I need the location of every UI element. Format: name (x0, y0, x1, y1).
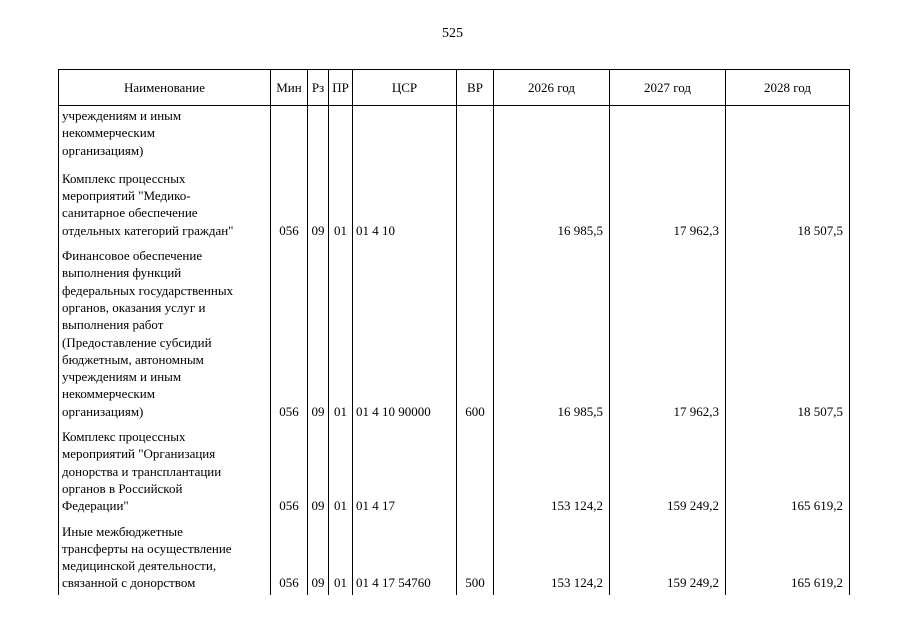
cell-rz: 09 (308, 242, 329, 423)
cell-pr (329, 106, 353, 165)
row-name-line: федеральных государственных (62, 282, 234, 298)
cell-y2027: 159 249,2 (610, 518, 726, 595)
row-name-line: некоммерческим (62, 125, 155, 141)
budget-table (58, 69, 850, 595)
header-2027: 2027 год (610, 70, 726, 106)
table-row (59, 106, 850, 165)
header-name: Наименование (59, 70, 271, 106)
cell-y2028: 18 507,5 (726, 165, 850, 242)
cell-csr: 01 4 17 54760 (353, 518, 457, 595)
cell-y2027: 159 249,2 (610, 423, 726, 517)
row-name (59, 518, 271, 595)
cell-csr: 01 4 10 90000 (353, 242, 457, 423)
row-name-line: некоммерческим (62, 386, 155, 402)
table-row (59, 518, 850, 595)
row-name-line: органов, оказания услуг и (62, 299, 206, 315)
row-name-line: (Предоставление субсидий (62, 334, 212, 350)
cell-rz: 09 (308, 518, 329, 595)
row-name-line: выполнения работ (62, 317, 164, 333)
row-name-line: Иные межбюджетные (62, 523, 183, 539)
cell-min: 056 (271, 423, 308, 517)
row-name-line: связанной с донорством (62, 575, 196, 591)
cell-min: 056 (271, 518, 308, 595)
row-name-line: Федерации" (62, 498, 129, 514)
table-row (59, 165, 850, 242)
row-name (59, 106, 271, 165)
row-name-line: учреждениям и иным (62, 108, 182, 123)
cell-vr: 500 (457, 518, 494, 595)
cell-csr: 01 4 17 (353, 423, 457, 517)
row-name-line: Финансовое обеспечение (62, 248, 203, 264)
row-name-line: отдельных категорий граждан" (62, 222, 234, 238)
row-name-line: учреждениям и иным (62, 369, 182, 385)
cell-y2027: 17 962,3 (610, 165, 726, 242)
cell-csr: 01 4 10 (353, 165, 457, 242)
row-name-line: Комплекс процессных (62, 170, 186, 186)
cell-min: 056 (271, 242, 308, 423)
cell-rz (308, 106, 329, 165)
cell-y2026: 16 985,5 (494, 165, 610, 242)
row-name-line: выполнения функций (62, 265, 182, 281)
row-name-line: организациям) (62, 403, 144, 419)
header-csr: ЦСР (353, 70, 457, 106)
cell-y2026 (494, 106, 610, 165)
cell-vr (457, 165, 494, 242)
cell-vr: 600 (457, 242, 494, 423)
table-row (59, 242, 850, 423)
row-name-line: Комплекс процессных (62, 429, 186, 445)
cell-pr: 01 (329, 242, 353, 423)
row-name-line: медицинской деятельности, (62, 558, 217, 574)
row-name-line: мероприятий "Медико- (62, 188, 191, 204)
row-name-line: органов в Российской (62, 480, 183, 496)
cell-pr: 01 (329, 518, 353, 595)
cell-y2026: 153 124,2 (494, 423, 610, 517)
cell-rz: 09 (308, 423, 329, 517)
table-row (59, 423, 850, 517)
cell-csr (353, 106, 457, 165)
row-name-line: бюджетным, автономным (62, 351, 204, 367)
header-rz: Рз (308, 70, 329, 106)
row-name-line: мероприятий "Организация (62, 446, 216, 462)
cell-y2026: 153 124,2 (494, 518, 610, 595)
header-2028: 2028 год (726, 70, 850, 106)
cell-pr: 01 (329, 165, 353, 242)
cell-y2028 (726, 106, 850, 165)
cell-pr: 01 (329, 423, 353, 517)
header-pr: ПР (329, 70, 353, 106)
header-2026: 2026 год (494, 70, 610, 106)
cell-y2027: 17 962,3 (610, 242, 726, 423)
cell-y2028: 18 507,5 (726, 242, 850, 423)
cell-y2027 (610, 106, 726, 165)
row-name-line: организациям) (62, 142, 144, 158)
cell-vr (457, 423, 494, 517)
cell-min (271, 106, 308, 165)
row-name (59, 165, 271, 242)
row-name-line: санитарное обеспечение (62, 205, 198, 221)
cell-y2026: 16 985,5 (494, 242, 610, 423)
row-name (59, 423, 271, 517)
cell-y2028: 165 619,2 (726, 423, 850, 517)
cell-y2028: 165 619,2 (726, 518, 850, 595)
header-vr: ВР (457, 70, 494, 106)
page-number: 525 (442, 26, 463, 41)
header-min: Мин (271, 70, 308, 106)
row-name-line: донорства и трансплантации (62, 463, 222, 479)
cell-min: 056 (271, 165, 308, 242)
row-name-line: трансферты на осуществление (62, 540, 232, 556)
table-header-row (59, 70, 850, 106)
cell-vr (457, 106, 494, 165)
row-name (59, 242, 271, 423)
cell-rz: 09 (308, 165, 329, 242)
